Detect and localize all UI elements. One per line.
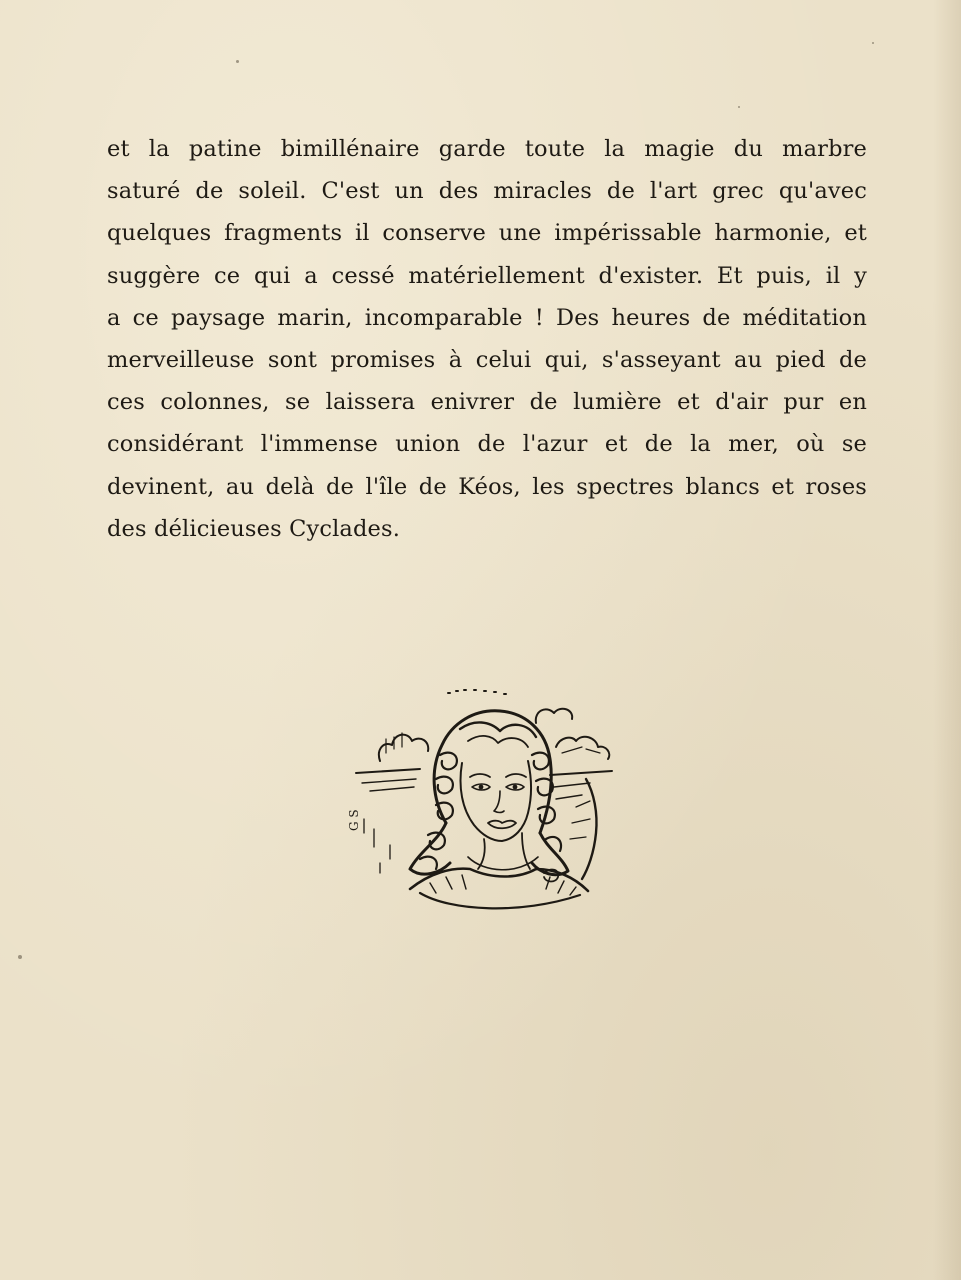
paragraph-line: des délicieuses Cyclades.: [107, 515, 400, 542]
paragraph-line: saturé de soleil. C'est un des miracles de l'art grec qu'avec: [107, 178, 867, 205]
paper-speck: [236, 60, 239, 63]
paper-speck: [872, 42, 874, 44]
paragraph-line: a ce paysage marin, incomparable ! Des heures de méditation: [107, 304, 867, 331]
paper-speck: [18, 955, 22, 959]
paragraph: [107, 128, 867, 550]
paragraph-line: ces colonnes, se laissera enivrer de lumière et d'air pur en: [107, 389, 867, 416]
paragraph-line: quelques fragments il conserve une impérissable harmonie, et: [107, 220, 867, 247]
portrait-icon: [347, 683, 622, 923]
woodcut-portrait-illustration: [347, 683, 622, 923]
paragraph-line: suggère ce qui a cessé matériellement d'exister. Et puis, il y: [107, 262, 867, 289]
paragraph-line: devinent, au delà de l'île de Kéos, les spectres blancs et roses: [107, 473, 867, 500]
paragraph-line: et la patine bimillénaire garde toute la magie du marbre: [107, 136, 867, 162]
paragraph-line: considérant l'immense union de l'azur et de la mer, où se: [107, 431, 867, 458]
artist-signature: G S: [347, 809, 361, 831]
page-edge-shadow: [933, 0, 961, 1280]
paragraph-line: merveilleuse sont promises à celui qui, s'asseyant au pied de: [107, 346, 867, 373]
paper-speck: [738, 106, 740, 108]
